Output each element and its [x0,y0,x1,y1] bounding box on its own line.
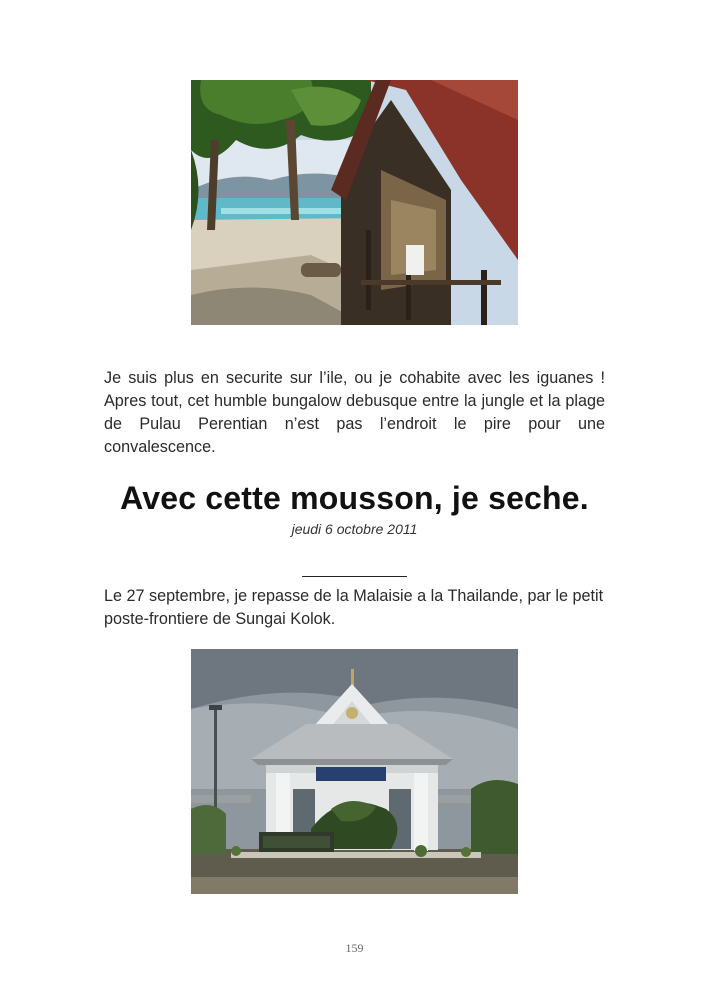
paragraph-1: Je suis plus en securite sur l’ile, ou je cohabite avec les iguanes ! Apres tout, cet humble bungalow debusque entre la jungle et la plage de Pulau Perentian n’est pas l’endroit le pire pour une convalescence. [104,369,605,456]
border-post-photo [191,649,518,894]
section-title: Avec cette mousson, je seche. [120,480,589,516]
bungalow-photo [191,80,518,325]
section-date: jeudi 6 octobre 2011 [291,521,418,537]
page-number: 159 [345,941,364,955]
paragraph-2: Le 27 septembre, je repasse de la Malaisie a la Thailande, par le petit poste-frontiere de Sungai Kolok. [104,587,604,628]
separator-rule [302,576,407,577]
